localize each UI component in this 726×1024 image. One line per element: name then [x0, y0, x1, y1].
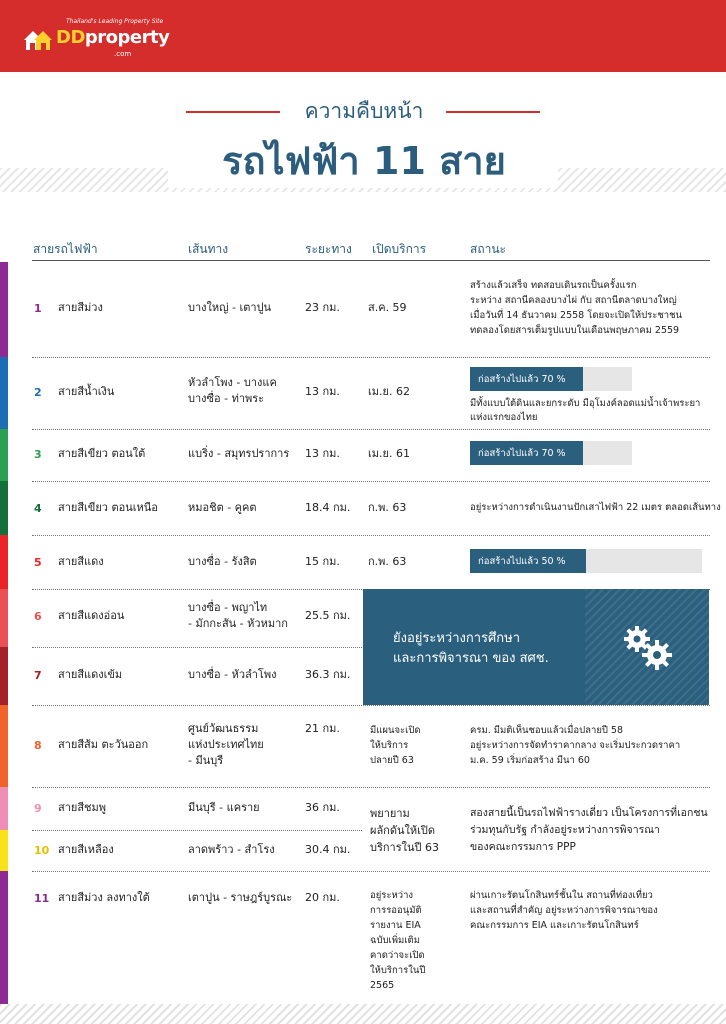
row-3-open: เม.ย. 61: [368, 447, 410, 460]
header-divider: [32, 260, 710, 261]
row-2-status-1: มีทั้งแบบใต้ดินและยกระดับ มีอุโมงค์ลอดแม่น้ำเจ้าพระยา: [470, 398, 701, 409]
line-9-strip: [0, 787, 8, 830]
row-3-route: แบริ่ง - สมุทรปราการ: [188, 447, 290, 460]
row-8-number: 8: [34, 739, 42, 752]
row-8-status-2: อยู่ระหว่างการจัดทำราคากลาง จะเริ่มประกวดราคา: [470, 740, 681, 751]
row-8-status-1: ครม. มีมติเห็นชอบแล้วเมื่อปลายปี 58: [470, 725, 624, 736]
row-3-name: สายสีเขียว ตอนใต้: [58, 447, 146, 460]
row-1-distance: 23 กม.: [305, 301, 340, 314]
row-2-route-2: บางซื่อ - ท่าพระ: [188, 392, 265, 405]
row-2-number: 2: [34, 386, 42, 399]
row-5-distance: 15 กม.: [305, 555, 340, 568]
row-divider: [32, 429, 710, 430]
rows-9-10-status-3: ของคณะกรรมการ PPP: [470, 841, 576, 853]
study-line-2: และการพิจารณา ของ สศช.: [393, 651, 549, 666]
row-divider: [32, 871, 710, 872]
row-4-route: หมอชิต - คูคต: [188, 501, 257, 514]
rows-9-10-open: [370, 805, 439, 856]
row-11-open-1: อยู่ระหว่าง: [370, 890, 414, 901]
row-9-distance: 36 กม.: [305, 801, 340, 814]
row-5-name: สายสีแดง: [58, 555, 104, 568]
row-9-name: สายสีชมพู: [58, 801, 107, 814]
row-11-number: 11: [34, 892, 50, 905]
column-header-line: สายรถไฟฟ้า: [33, 242, 98, 256]
line-2-strip: [0, 357, 8, 429]
rows-9-10-open-3: บริการในปี 63: [370, 841, 440, 854]
page-title: รถไฟฟ้า 11 สาย: [222, 139, 506, 183]
row-1-status-1: สร้างแล้วเสร็จ ทดสอบเดินรถเป็นครั้งแรก: [470, 280, 637, 291]
row-10-distance: 30.4 กม.: [305, 843, 351, 856]
study-status-box: [363, 589, 709, 705]
logo-domain: .com: [114, 50, 132, 58]
row-8-route-3: - มีนบุรี: [188, 754, 224, 767]
row-3-progress-label: ก่อสร้างไปแล้ว 70 %: [478, 448, 566, 459]
gears-icon: [619, 623, 675, 671]
row-2-route-1: หัวลำโพง - บางแค: [188, 376, 277, 389]
row-2-open: เม.ย. 62: [368, 385, 410, 398]
row-divider: [32, 481, 710, 482]
row-divider: [32, 830, 362, 831]
row-2-name: สายสีน้ำเงิน: [58, 385, 115, 398]
row-11-name: สายสีม่วง ลงทางใต้: [58, 891, 150, 904]
row-11-open-4: ฉบับเพิ่มเติม: [370, 935, 420, 946]
line-10-strip: [0, 830, 8, 871]
column-header-distance: ระยะทาง: [305, 242, 352, 256]
row-7-route: บางซื่อ - หัวลำโพง: [188, 668, 277, 681]
row-divider: [32, 705, 710, 706]
row-10-number: 10: [34, 844, 50, 857]
row-1-number: 1: [34, 302, 42, 315]
row-6-route-1: บางซื่อ - พญาไท: [188, 601, 268, 614]
line-8-strip: [0, 705, 8, 787]
line-1-strip: [0, 262, 8, 357]
rows-9-10-status: [470, 805, 708, 856]
line-5-strip: [0, 535, 8, 589]
row-11-route: เตาปูน - ราษฎร์บูรณะ: [188, 891, 293, 904]
row-11-open-6: ให้บริการในปี: [370, 965, 426, 976]
row-6-name: สายสีแดงอ่อน: [58, 609, 125, 622]
row-4-distance: 18.4 กม.: [305, 501, 351, 514]
row-1-open: ส.ค. 59: [368, 301, 407, 314]
rows-9-10-open-1: พยายาม: [370, 807, 410, 820]
rows-9-10-open-2: ผลักดันให้เปิด: [370, 824, 436, 837]
row-8-route-2: แห่งประเทศไทย: [188, 738, 264, 751]
row-8-route-1: ศูนย์วัฒนธรรม: [188, 722, 259, 735]
row-1-name: สายสีม่วง: [58, 301, 103, 314]
row-2-progress-label: ก่อสร้างไปแล้ว 70 %: [478, 374, 566, 385]
row-8-name: สายสีส้ม ตะวันออก: [58, 738, 149, 751]
line-11-strip: [0, 871, 8, 1007]
row-8-status-3: ม.ค. 59 เริ่มก่อสร้าง มีนา 60: [470, 755, 590, 766]
rows-9-10-status-1: สองสายนี้เป็นรถไฟฟ้ารางเดี่ยว เป็นโครงการที่เอกชน: [470, 807, 708, 819]
row-divider: [32, 357, 710, 358]
header-bar: [0, 0, 726, 72]
row-9-number: 9: [34, 802, 42, 815]
logo-property: property: [84, 27, 170, 48]
row-2-progress-bar: [470, 367, 632, 391]
logo-tagline: Thailand's Leading Property Site: [66, 18, 164, 25]
row-4-number: 4: [34, 502, 42, 515]
row-10-route: ลาดพร้าว - สำโรง: [188, 843, 275, 856]
row-7-number: 7: [34, 669, 42, 682]
row-7-distance: 36.3 กม.: [305, 668, 351, 681]
row-3-progress-bar: [470, 441, 632, 465]
row-divider: [32, 787, 710, 788]
row-11-distance: 20 กม.: [305, 891, 340, 904]
row-8-distance: 21 กม.: [305, 722, 340, 735]
row-11-open-3: รายงาน EIA: [370, 920, 421, 931]
row-2-status-2: แห่งแรกของไทย: [470, 412, 538, 423]
row-7-name: สายสีแดงเข้ม: [58, 668, 123, 681]
row-4-name: สายสีเขียว ตอนเหนือ: [58, 501, 158, 514]
line-7-strip: [0, 647, 8, 705]
footer-hatch: [0, 1004, 726, 1024]
row-8-open-2: ให้บริการ: [370, 740, 409, 751]
house-icon: [22, 28, 54, 52]
row-1-status-4: ทดลองโดยสารเต็มรูปแบบในเดือนพฤษภาคม 2559: [470, 325, 680, 336]
row-3-distance: 13 กม.: [305, 447, 340, 460]
ddproperty-logo[interactable]: [22, 18, 170, 62]
row-1-status-3: เมื่อวันที่ 14 ธันวาคม 2558 โดยจะเปิดให้ประชาชน: [470, 310, 683, 321]
line-3-strip: [0, 429, 8, 481]
row-4-status: อยู่ระหว่างการดำเนินงานปักเสาไฟฟ้า 22 เมตร ตลอดเส้นทาง: [470, 502, 721, 513]
row-9-route: มีนบุรี - แคราย: [188, 801, 260, 814]
row-5-progress-bar: [470, 549, 702, 573]
row-11-open-5: คาดว่าจะเปิด: [370, 950, 425, 961]
row-8-open-3: ปลายปี 63: [370, 755, 414, 766]
row-5-route: บางซื่อ - รังสิต: [188, 555, 257, 568]
row-10-name: สายสีเหลือง: [58, 843, 114, 856]
row-1-route: บางใหญ่ - เตาปูน: [188, 301, 272, 314]
line-4-strip: [0, 481, 8, 535]
row-5-open: ก.พ. 63: [368, 555, 407, 568]
row-divider: [32, 535, 710, 536]
column-header-status: สถานะ: [470, 242, 506, 256]
row-11-status-2: และสถานที่สำคัญ อยู่ระหว่างการพิจารณาของ: [470, 905, 658, 916]
row-1-status-2: ระหว่าง สถานีคลองบางไผ่ กับ สถานีตลาดบางใหญ่: [470, 295, 677, 306]
column-header-route: เส้นทาง: [188, 242, 229, 256]
row-6-number: 6: [34, 610, 42, 623]
row-5-number: 5: [34, 556, 42, 569]
study-status-text: [393, 629, 549, 669]
row-2-distance: 13 กม.: [305, 385, 340, 398]
row-11-open-7: 2565: [370, 980, 395, 991]
column-header-open: เปิดบริการ: [372, 242, 427, 256]
rows-9-10-status-2: ร่วมทุนกับรัฐ กำลังอยู่ระหว่างการพิจารณา: [470, 824, 660, 836]
study-line-1: ยังอยู่ระหว่างการศึกษา: [393, 631, 521, 646]
logo-dd: DD: [56, 27, 85, 48]
row-6-route-2: - มักกะสัน - หัวหมาก: [188, 617, 288, 630]
row-11-status-1: ผ่านเกาะรัตนโกสินทร์ชั้นใน สถานที่ท่องเที่ยว: [470, 890, 653, 901]
row-4-open: ก.พ. 63: [368, 501, 407, 514]
page-subtitle: ความคืบหน้า: [304, 99, 424, 123]
row-divider: [32, 647, 362, 648]
row-11-open-2: การรออนุมัติ: [370, 905, 422, 916]
row-5-progress-label: ก่อสร้างไปแล้ว 50 %: [478, 556, 566, 567]
row-6-distance: 25.5 กม.: [305, 609, 351, 622]
logo-wordmark: [56, 27, 169, 48]
row-3-number: 3: [34, 448, 42, 461]
line-6-strip: [0, 589, 8, 647]
row-11-status-3: คณะกรรมการ EIA และเกาะรัตนโกสินทร์: [470, 920, 639, 931]
row-8-open-1: มีแผนจะเปิด: [370, 725, 421, 736]
